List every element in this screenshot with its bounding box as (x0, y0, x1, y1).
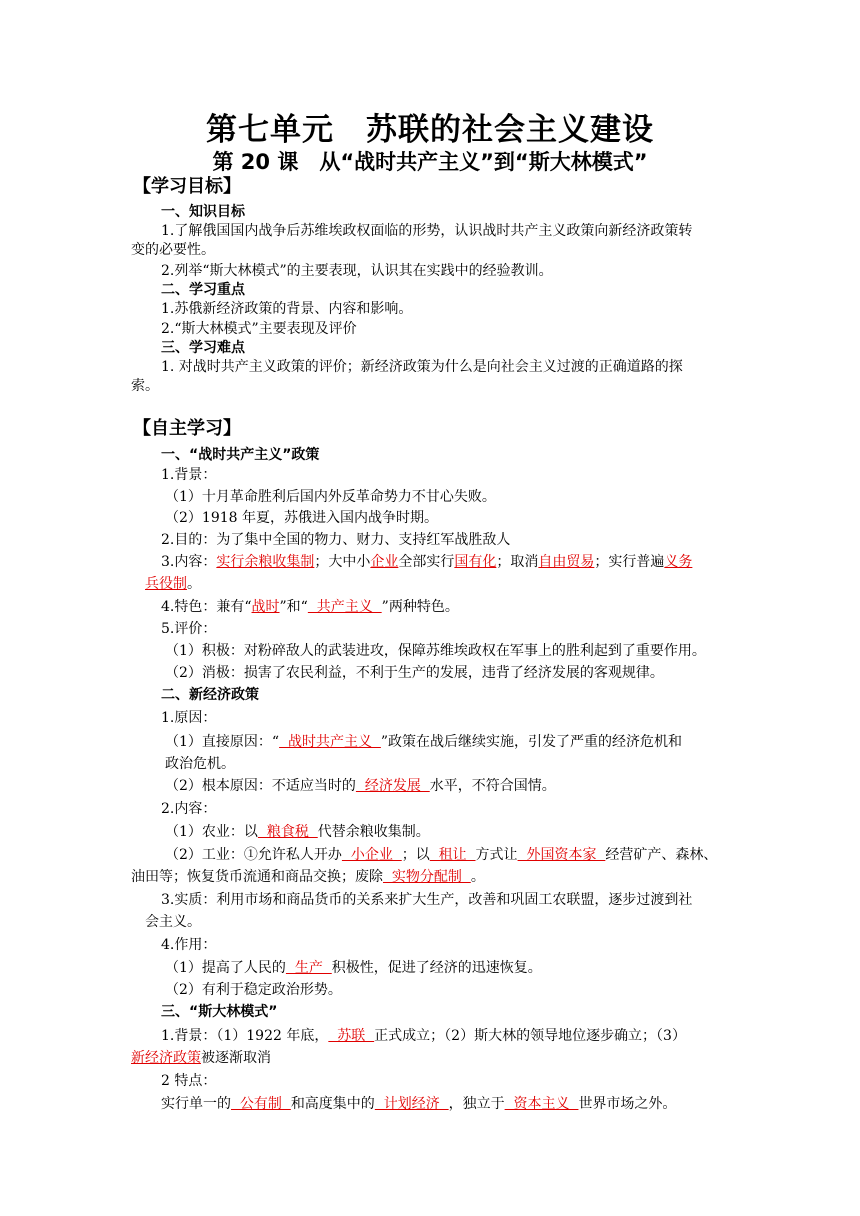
answer-blank: 粮食税 (257, 824, 318, 840)
text-line: （1）十月革命胜利后国内外反革命势力不甘心失败。 (165, 489, 496, 505)
text: 世界市场之外。 (578, 1096, 677, 1112)
text-line: 会主义。 (145, 914, 201, 930)
answer-blank: 计划经济 (374, 1096, 449, 1112)
text: 经营矿产、森林、 (605, 847, 718, 863)
text: 全部实行 (398, 554, 455, 570)
text: 水平，不符合国情。 (429, 778, 556, 794)
text-line: 政治危机。 (165, 756, 235, 772)
text: 。 (470, 869, 485, 885)
goals-heading-focus: 二、学习重点 (161, 282, 245, 298)
answer-blank: 公有制 (231, 1096, 291, 1112)
text: （1）农业：以 (165, 824, 258, 840)
text: 和高度集中的 (290, 1096, 375, 1112)
text: ，独立于 (448, 1096, 505, 1112)
text: （1）提高了人民的 (165, 960, 286, 976)
answer-blank: 实行余粮收集制 (216, 554, 315, 570)
text-line: 5.评价： (161, 621, 217, 637)
answer-blank: 义务 (664, 554, 693, 570)
goals-heading-knowledge: 一、知识目标 (161, 204, 245, 220)
text: 积极性，促进了经济的迅速恢复。 (331, 960, 542, 976)
background-line (131, 1049, 271, 1067)
goals-line: 1. 对战时共产主义政策的评价；新经济政策为什么是向社会主义过渡的正确道路的探 (161, 359, 683, 375)
goals-header: 【学习目标】 (133, 176, 241, 197)
text: 实行单一的 (161, 1096, 231, 1112)
content-line (145, 575, 201, 593)
goals-line: 索。 (131, 378, 159, 394)
text: ”和“ (279, 599, 308, 615)
background-line (161, 1027, 686, 1045)
answer-blank: 外国资本家 (517, 847, 606, 863)
text-line: 2 特点： (161, 1073, 217, 1089)
answer-blank: 共产主义 (307, 599, 382, 615)
answer-blank: 新经济政策 (131, 1050, 201, 1066)
text: ；取消 (496, 554, 539, 570)
section-heading: 一、“战时共产主义”政策 (161, 447, 320, 463)
text-line: 3.实质：利用市场和商品货币的关系来扩大生产，改善和巩固工农联盟，逐步过渡到社 (161, 892, 693, 908)
reason-line (165, 733, 682, 751)
content-line (161, 553, 692, 571)
text-line: 1.背景： (161, 467, 217, 483)
text: 3.内容： (161, 554, 217, 570)
text: 。 (187, 576, 201, 592)
text: 被逐渐取消 (201, 1050, 271, 1066)
text: ；实行普遍 (594, 554, 665, 570)
reason-line (165, 777, 556, 795)
answer-blank: 兵役制 (145, 576, 187, 592)
answer-blank: 资本主义 (504, 1096, 579, 1112)
answer-blank: 自由贸易 (538, 554, 595, 570)
answer-blank: 租让 (429, 847, 476, 863)
text: 代替余粮收集制。 (317, 824, 430, 840)
text-line: （2）1918 年夏，苏俄进入国内战争时期。 (165, 510, 438, 526)
text: ”政策在战后继续实施，引发了严重的经济危机和 (380, 734, 683, 750)
unit-title: 第七单元 苏联的社会主义建设 (206, 112, 654, 148)
text: 方式让 (475, 847, 518, 863)
trait-line (161, 1095, 676, 1113)
text: ”两种特色。 (381, 599, 459, 615)
industry-line (165, 846, 717, 864)
industry-line (131, 868, 485, 886)
text-line: 1.原因： (161, 710, 217, 726)
answer-blank: 企业 (370, 554, 399, 570)
answer-blank: 战时 (251, 599, 280, 615)
text-line: （2）有利于稳定政治形势。 (165, 982, 342, 998)
text: 1.背景：（1）1922 年底， (161, 1028, 329, 1044)
goals-heading-difficulty: 三、学习难点 (161, 340, 245, 356)
text: （2）根本原因：不适应当时的 (165, 778, 356, 794)
goals-line: 2.“斯大林模式”主要表现及评价 (161, 321, 357, 337)
text-line: 4.作用： (161, 937, 217, 953)
text-line: （2）消极：损害了农民利益，不利于生产的发展，违背了经济发展的客观规律。 (165, 665, 664, 681)
self-study-header: 【自主学习】 (133, 418, 241, 439)
section-heading: 三、“斯大林模式” (161, 1004, 278, 1020)
text-line: （1）积极：对粉碎敌人的武装进攻，保障苏维埃政权在军事上的胜利起到了重要作用。 (165, 643, 706, 659)
effect-line (165, 959, 542, 977)
text: 正式成立；（2）斯大林的领导地位逐步确立；（3） (374, 1028, 686, 1044)
answer-blank: 实物分配制 (383, 869, 471, 885)
feature-line (161, 598, 459, 616)
text: ；大中小 (314, 554, 371, 570)
text: 4.特色：兼有“ (161, 599, 252, 615)
lesson-title: 第 20 课 从“战时共产主义”到“斯大林模式” (212, 150, 648, 174)
answer-blank: 小企业 (341, 847, 402, 863)
answer-blank: 生产 (285, 960, 332, 976)
text: （1）直接原因：“ (165, 734, 280, 750)
answer-blank: 经济发展 (355, 778, 430, 794)
agri-line (165, 823, 430, 841)
goals-line: 变的必要性。 (131, 242, 215, 258)
section-heading: 二、新经济政策 (161, 687, 259, 703)
goals-line: 1.了解俄国国内战争后苏维埃政权面临的形势，认识战时共产主义政策向新经济政策转 (161, 223, 693, 239)
text: 油田等；恢复货币流通和商品交换；废除 (131, 869, 383, 885)
text: ；以 (401, 847, 430, 863)
answer-blank: 国有化 (454, 554, 497, 570)
text-line: 2.目的：为了集中全国的物力、财力、支持红军战胜敌人 (161, 532, 511, 548)
goals-line: 2.列举“斯大林模式”的主要表现，认识其在实践中的经验教训。 (161, 263, 553, 279)
text-line: 2.内容： (161, 801, 217, 817)
answer-blank: 战时共产主义 (279, 734, 381, 750)
goals-line: 1.苏俄新经济政策的背景、内容和影响。 (161, 301, 413, 317)
text: （2）工业：①允许私人开办 (165, 847, 342, 863)
answer-blank: 苏联 (328, 1028, 375, 1044)
